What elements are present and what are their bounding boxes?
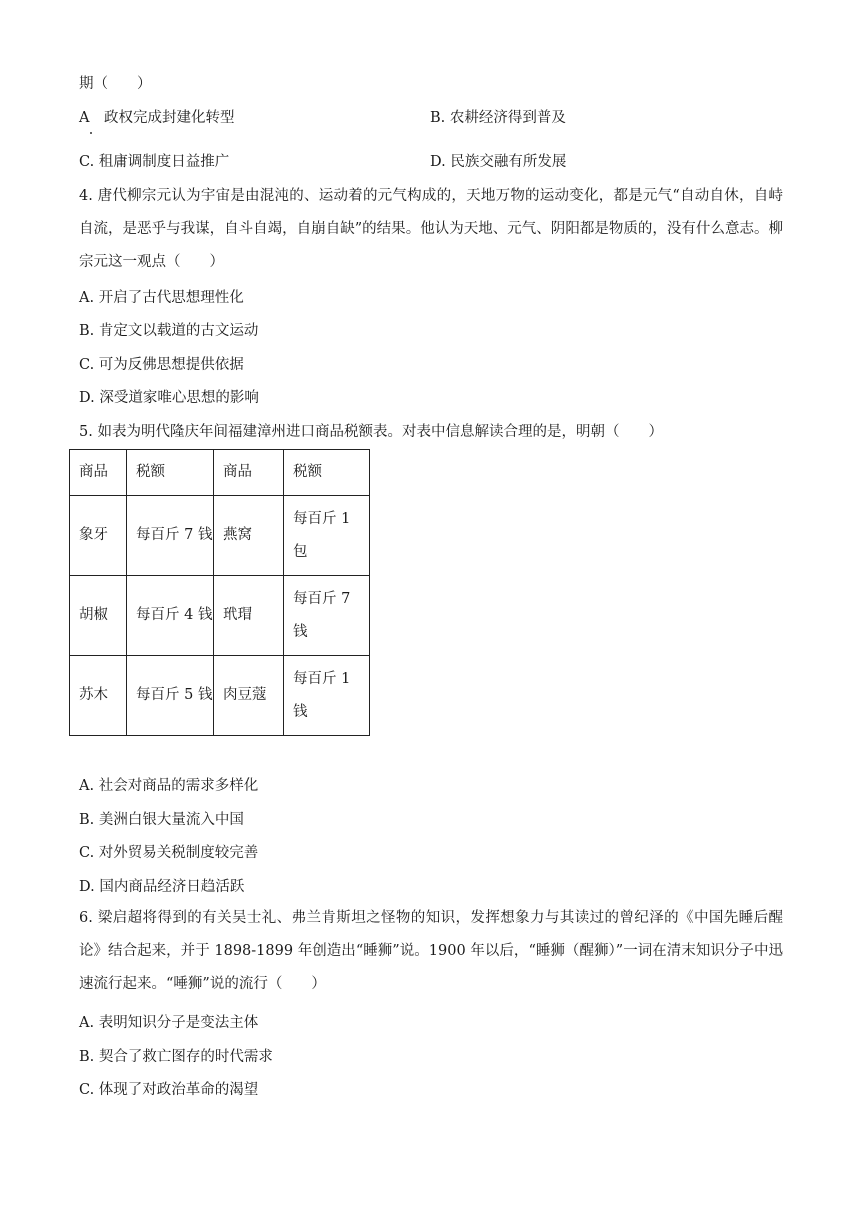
tax-table bbox=[69, 449, 370, 736]
table-header-cell: 税额 bbox=[284, 450, 370, 496]
table-header-cell: 商品 bbox=[214, 450, 284, 496]
option-dot-mark bbox=[90, 132, 92, 134]
q6-option-a: A. 表明知识分子是变法主体 bbox=[79, 1015, 259, 1031]
table-row bbox=[70, 496, 370, 576]
table-cell: 每百斤 4 钱 bbox=[127, 576, 214, 656]
table-row bbox=[70, 576, 370, 656]
table-header-cell: 税额 bbox=[127, 450, 214, 496]
table-cell: 胡椒 bbox=[70, 576, 127, 656]
q6-stem: 6. 梁启超将得到的有关吴士礼、弗兰肯斯坦之怪物的知识，发挥想象力与其读过的曾纪泽的《中国先睡后醒论》结合起来，并于 1898-1899 年创造出“睡狮”说。1900 年以后，“睡狮（醒狮）”一词在清末知识分子中迅速流行起来。“唾狮”说的流行（ ） bbox=[79, 910, 783, 992]
table-cell: 每百斤 1 包 bbox=[284, 496, 370, 576]
table-cell: 玳瑁 bbox=[214, 576, 284, 656]
table-header-cell: 商品 bbox=[70, 450, 127, 496]
table-cell: 每百斤 7 钱 bbox=[127, 496, 214, 576]
q5-option-b: B. 美洲白银大量流入中国 bbox=[79, 812, 244, 828]
q3-option-c: C. 租庸调制度日益推广 bbox=[79, 154, 230, 170]
q3-option-a: A 政权完成封建化转型 bbox=[79, 110, 235, 126]
table-header-row bbox=[70, 450, 370, 496]
q6-option-c: C. 体现了对政治革命的渴望 bbox=[79, 1082, 259, 1098]
q4-stem: 4. 唐代柳宗元认为宇宙是由混沌的、运动着的元气构成的，天地万物的运动变化，都是元气“自动自休，自峙自流，是恶乎与我谋，自斗自竭，自崩自缺”的结果。他认为天地、元气、阴阳都是物质的，没有什么意志。柳宗元这一观点（ ） bbox=[79, 188, 783, 270]
q5-option-a: A. 社会对商品的需求多样化 bbox=[79, 778, 259, 794]
table-cell: 每百斤 1 钱 bbox=[284, 656, 370, 736]
q5-option-d: D. 国内商品经济日趋活跃 bbox=[79, 879, 245, 895]
table-cell: 燕窝 bbox=[214, 496, 284, 576]
q5-stem: 5. 如表为明代隆庆年间福建漳州进口商品税额表。对表中信息解读合理的是，明朝（ ） bbox=[79, 424, 663, 440]
q4-option-c: C. 可为反佛思想提供依据 bbox=[79, 357, 244, 373]
q3-stem-tail: 期（ ） bbox=[79, 76, 152, 92]
table-cell: 每百斤 7 钱 bbox=[284, 576, 370, 656]
q3-option-d: D. 民族交融有所发展 bbox=[430, 154, 567, 170]
q5-option-c: C. 对外贸易关税制度较完善 bbox=[79, 845, 259, 861]
table-cell: 每百斤 5 钱 bbox=[127, 656, 214, 736]
table-cell: 苏木 bbox=[70, 656, 127, 736]
q4-option-a: A. 开启了古代思想理性化 bbox=[79, 290, 244, 306]
q4-option-b: B. 肯定文以载道的古文运动 bbox=[79, 323, 259, 339]
table-cell: 肉豆蔻 bbox=[214, 656, 284, 736]
table-cell: 象牙 bbox=[70, 496, 127, 576]
q6-option-b: B. 契合了救亡图存的时代需求 bbox=[79, 1049, 273, 1065]
table-row bbox=[70, 656, 370, 736]
q3-option-b: B. 农耕经济得到普及 bbox=[430, 110, 566, 126]
q4-option-d: D. 深受道家唯心思想的影响 bbox=[79, 390, 259, 406]
